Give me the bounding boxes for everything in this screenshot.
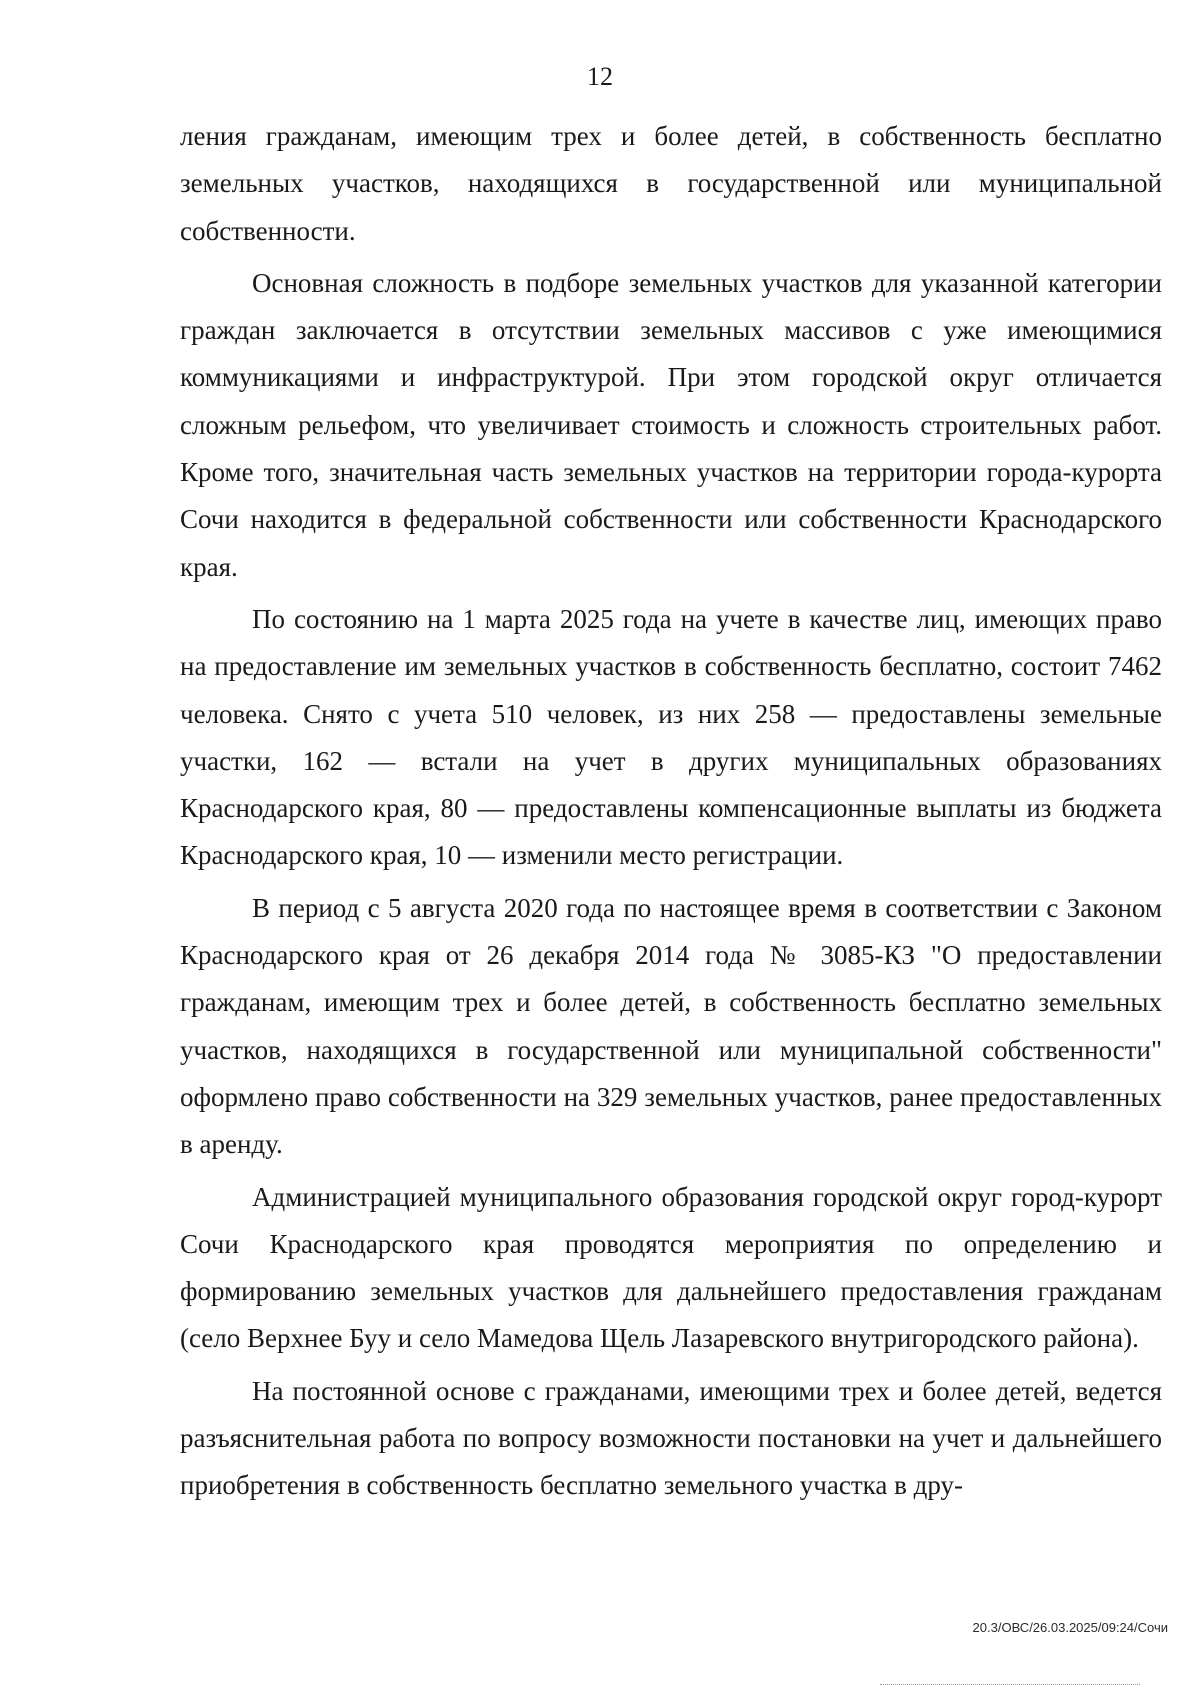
paragraph-administration-measures: Администрацией муниципального образования городской округ город-курорт Сочи Краснодарского края проводятся мероприятия по определению и формированию земельных участков для дальнейшего предоставления гражданам (село Верхнее Буу и село Мамедова Щель Лазаревского внутригородского района). [180,1181,1162,1354]
paragraph-explanatory-work: На постоянной основе с гражданами, имеющими трех и более детей, ведется разъяснительная работа по вопросу возможности постановки на учет и дальнейшего приобретения в собственность бесплатно земельного участка в дру- [180,1375,1162,1501]
page-number: 12 [587,62,613,91]
paragraph-continuation: ления гражданам, имеющим трех и более детей, в собственность бесплатно земельных участков, находящихся в государственной или муниципальной собственности. [180,121,1162,246]
document-body [180,113,1162,1515]
paragraph-ownership-registration: В период с 5 августа 2020 года по настоящее время в соответствии с Законом Краснодарского края от 26 декабря 2014 года № 3085-КЗ "О предоставлении гражданам, имеющим трех и более детей, в собственность бесплатно земельных участков, находящихся в государственной или муниципальной собственности" оформлено право собственности на 329 земельных участков, ранее предоставленных в аренду. [180,892,1162,1160]
scan-edge-mark [880,1684,1140,1686]
footer-registration-stamp: 20.3/ОВС/26.03.2025/09:24/Сочи [972,1620,1168,1635]
paragraph-registry-statistics: По состоянию на 1 марта 2025 года на учете в качестве лиц, имеющих право на предоставление им земельных участков в собственность бесплатно, состоит 7462 человека. Снято с учета 510 человек, из них 258 — предоставлены земельные участки, 162 — встали на учет в других муниципальных образованиях Краснодарского края, 80 — предоставлены компенсационные выплаты из бюджета Краснодарского края, 10 — изменили место регистрации. [180,603,1162,871]
paragraph-land-selection-difficulty: Основная сложность в подборе земельных участков для указанной категории граждан заключается в отсутствии земельных массивов с уже имеющимися коммуникациями и инфраструктурой. При этом городской округ отличается сложным рельефом, что увеличивает стоимость и сложность строительных работ. Кроме того, значительная часть земельных участков на территории города-курорта Сочи находится в федеральной собственности или собственности Краснодарского края. [180,267,1162,582]
